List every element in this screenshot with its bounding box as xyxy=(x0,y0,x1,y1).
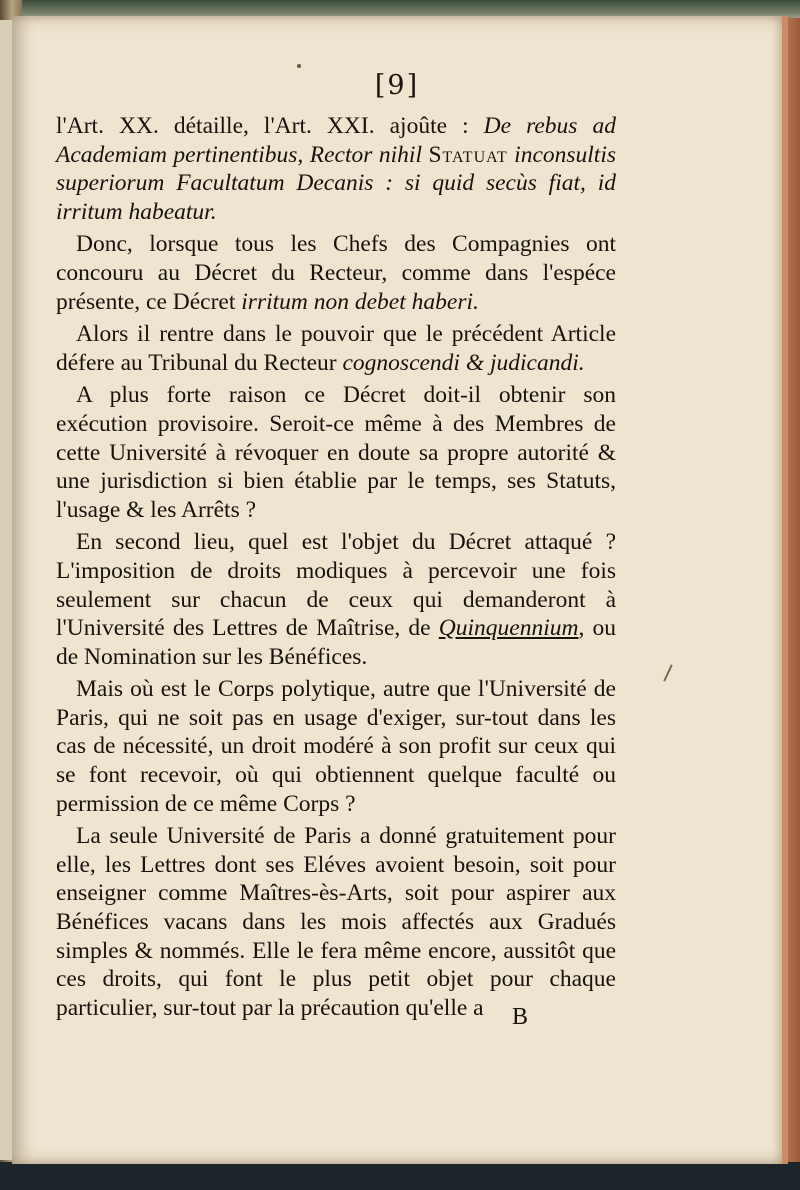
text-segment: l'Art. XX. détaille, l'Art. XXI. ajoûte : xyxy=(56,113,484,139)
text-segment: La seule Université de Paris a donné gratuitement pour elle, les Lettres dont ses Eléves avoient besoin, soit pour enseigner comme Maîtres-ès-Arts, soit pour aspirer aux Bénéfices vacans dans les mois affectés aux Gradués simples & nommés. Elle le fera même encore, aussitôt que ces droits, qui font le plus petit objet pour chaque particulier, sur-tout par la précaution qu'elle a xyxy=(56,823,616,1021)
text-segment: Alors il rentre dans le pouvoir que le précédent Article défere au Tribunal du Recteur xyxy=(56,321,616,376)
text-segment: Mais où est le Corps polytique, autre que l'Université de Paris, qui ne soit pas en usage d'exiger, sur-tout dans les cas de nécessité, un droit modéré à son profit sur ceux qui se font recevoir, où qui obtiennent quelque faculté ou permission de ce même Corps ? xyxy=(56,676,616,817)
scan-bottom-edge xyxy=(0,1162,800,1190)
ink-speck xyxy=(297,64,301,68)
paragraph-4 xyxy=(56,381,616,524)
paragraph-5 xyxy=(56,528,616,671)
paragraph-2 xyxy=(56,230,616,316)
text-segment: Donc, lorsque tous les Chefs des Compagnies ont concouru au Décret du Recteur, comme dans l'espéce présente, ce Décret xyxy=(56,231,616,315)
text-segment: En second lieu, quel est l'objet du Décret attaqué ? L'imposition de droits modiques à percevoir une fois seulement sur chacun de ceux qui demanderont à l'Université des Lettres de Maîtrise, de xyxy=(56,529,616,642)
page-number: [9] xyxy=(374,70,420,101)
paragraph-6 xyxy=(56,675,616,818)
text-segment: Quinquennium xyxy=(438,615,579,642)
text-segment: De rebus ad Academiam pertinentibus, Rector nihil xyxy=(56,113,616,168)
paragraph-3 xyxy=(56,320,616,377)
book-page xyxy=(12,16,788,1164)
text-segment: irritum non debet haberi. xyxy=(241,288,479,315)
text-segment: cognoscendi & judicandi. xyxy=(342,349,585,376)
text-segment: A plus forte raison ce Décret doit-il obtenir son exécution provisoire. Seroit-ce même à des Membres de cette Université à révoquer en doute sa propre autorité & une jurisdiction si bien établie par le temps, ses Statuts, l'usage & les Arrêts ? xyxy=(56,382,616,523)
pencil-mark xyxy=(663,664,672,681)
text-segment: inconsultis superiorum Facultatum Decanis : si quid secùs fiat, id irritum habeatur. xyxy=(56,141,616,225)
paragraph-7 xyxy=(56,822,616,1022)
page-body xyxy=(56,112,616,1026)
text-segment: , ou de Nomination sur les Bénéfices. xyxy=(56,615,616,670)
text-segment: Statuat xyxy=(428,141,508,168)
signature-mark: B xyxy=(512,1004,529,1030)
paragraph-1 xyxy=(56,112,616,226)
